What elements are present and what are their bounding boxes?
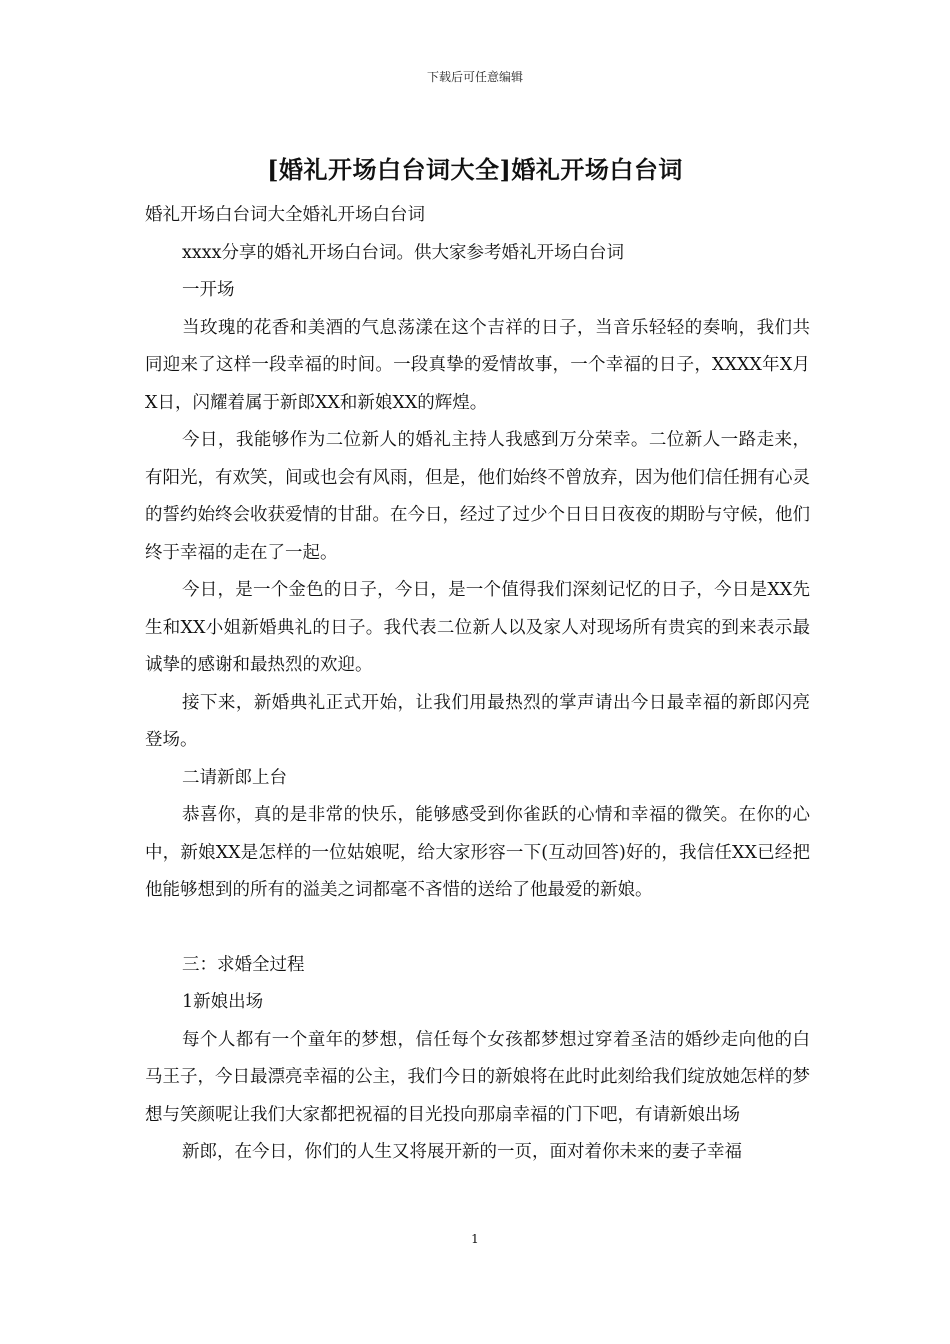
paragraph-subtitle: 婚礼开场白台词大全婚礼开场白台词 <box>145 205 425 225</box>
paragraph: 恭喜你，真的是非常的快乐，能够感受到你雀跃的心情和幸福的微笑。在你的心中，新娘XX是怎样的一位姑娘呢，给大家形容一下(互动回答)好的，我信任XX已经把他能够想到的所有的溢美之词都毫不吝惜的送给了他最爱的新娘。 <box>145 805 810 900</box>
header-note: 下载后可任意编辑 <box>426 70 523 84</box>
section-heading-proposal: 三：求婚全过程 <box>182 954 305 975</box>
section-heading-opening: 一开场 <box>182 280 235 300</box>
paragraph: 新郎，在今日，你们的人生又将展开新的一页，面对着你未来的妻子幸福 <box>182 1142 742 1162</box>
document-body <box>145 197 810 1172</box>
paragraph: 接下来，新婚典礼正式开始，让我们用最热烈的掌声请出今日最幸福的新郎闪亮登场。 <box>145 692 810 750</box>
page-number: 1 <box>471 1232 479 1246</box>
paragraph-intro: xxxx分享的婚礼开场白台词。供大家参考婚礼开场白台词 <box>182 242 624 263</box>
blank-line <box>145 910 810 947</box>
paragraph: 今日，我能够作为二位新人的婚礼主持人我感到万分荣幸。二位新人一路走来，有阳光，有欢笑，间或也会有风雨，但是，他们始终不曾放弃，因为他们信任拥有心灵的誓约始终会收获爱情的甘甜。在今日，经过了过少个日日日夜夜的期盼与守候，他们终于幸福的走在了一起。 <box>145 430 810 563</box>
section-heading-groom: 二请新郎上台 <box>182 767 287 788</box>
paragraph: 今日，是一个金色的日子，今日，是一个值得我们深刻记忆的日子，今日是XX先生和XX小姐新婚典礼的日子。我代表二位新人以及家人对现场所有贵宾的到来表示最诚挚的感谢和最热烈的欢迎。 <box>145 580 810 675</box>
paragraph: 当玫瑰的花香和美酒的气息荡漾在这个吉祥的日子，当音乐轻轻的奏响，我们共同迎来了这样一段幸福的时间。一段真挚的爱情故事，一个幸福的日子，XXXX年X月X日，闪耀着属于新郎XX和新娘XX的辉煌。 <box>145 317 810 413</box>
document-title: [婚礼开场白台词大全]婚礼开场白台词 <box>267 155 683 184</box>
subsection-heading-bride: 1新娘出场 <box>182 992 264 1012</box>
paragraph: 每个人都有一个童年的梦想，信任每个女孩都梦想过穿着圣洁的婚纱走向他的白马王子，今日最漂亮幸福的公主，我们今日的新娘将在此时此刻给我们绽放她怎样的梦想与笑颜呢让我们大家都把祝福的目光投向那扇幸福的门下吧，有请新娘出场 <box>145 1029 810 1125</box>
